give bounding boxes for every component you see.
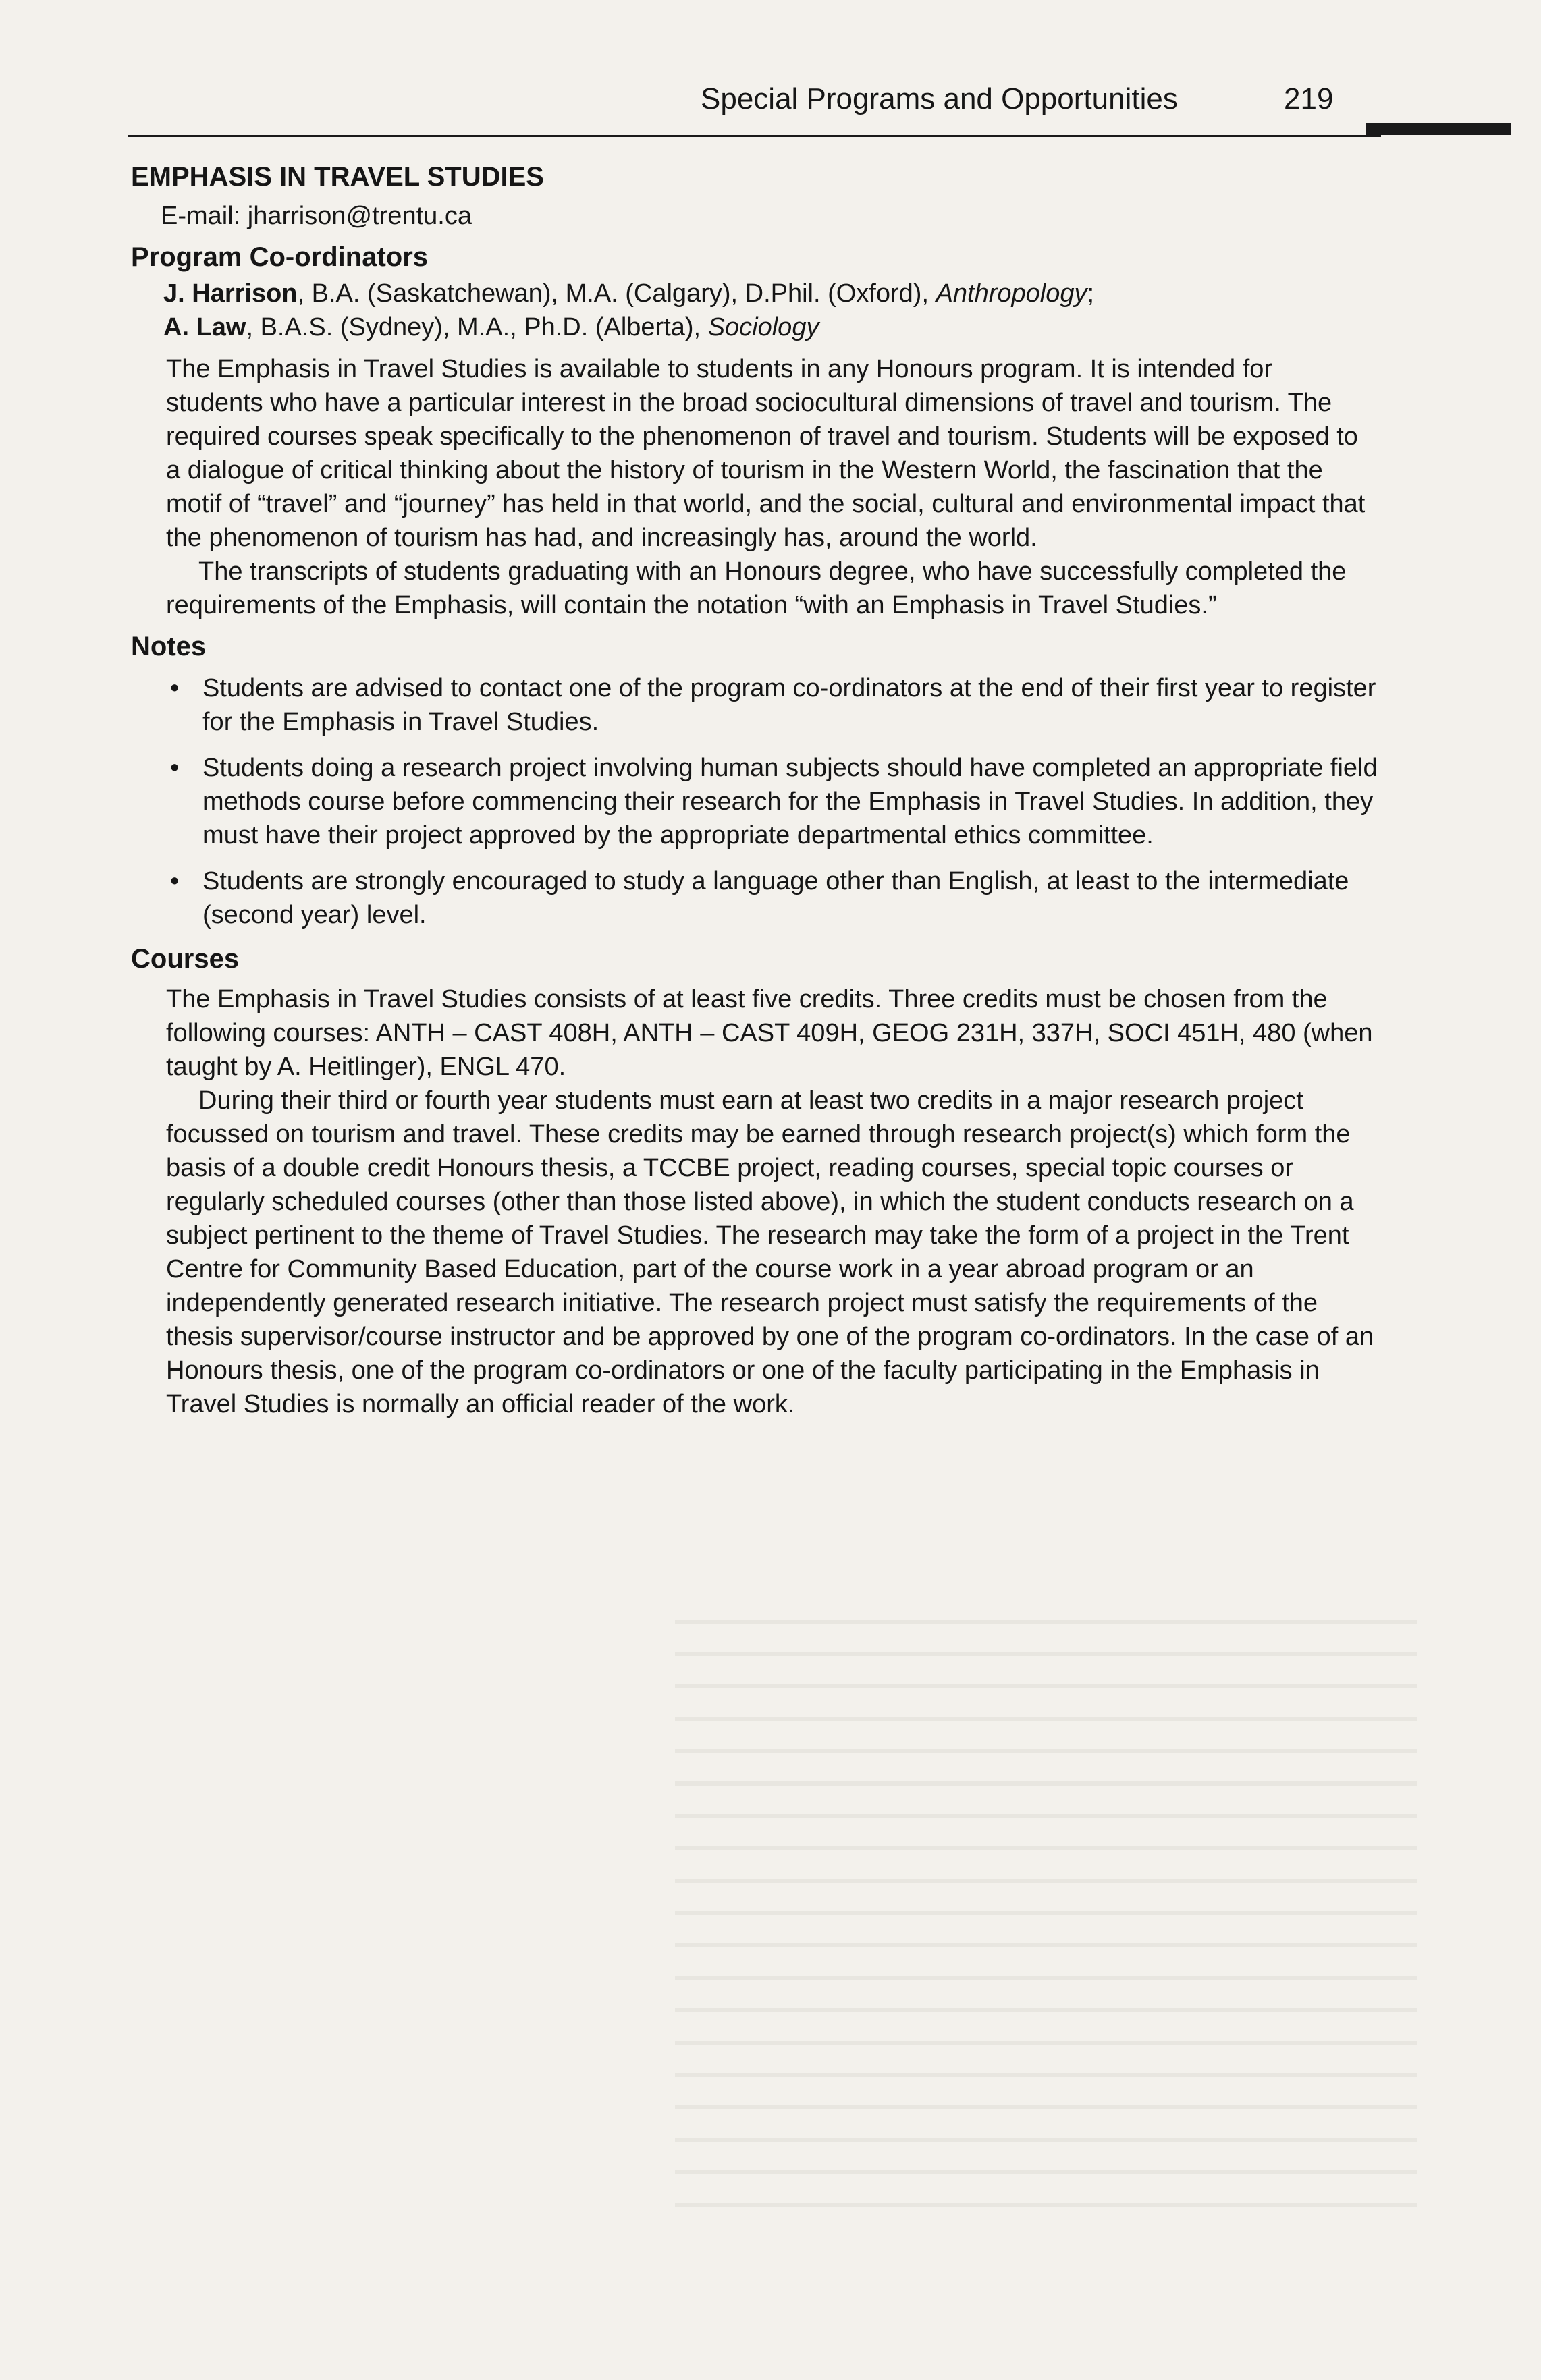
coordinator-field: Sociology [707,313,819,341]
note-item [128,751,1404,852]
page-header [128,76,1381,137]
coordinator-entry [163,310,1384,344]
coordinator-field: Anthropology [936,279,1087,308]
coordinator-end: ; [1087,279,1095,308]
bleed-through-texture [675,1620,1417,2227]
courses-heading: Courses [131,944,240,974]
note-item [128,864,1404,932]
coordinator-degrees: , B.A.S. (Sydney), M.A., Ph.D. (Alberta), [246,313,708,341]
header-tab-bar [1366,123,1511,135]
courses-paragraph: During their third or fourth year students must earn at least two credits in a major research project focussed on tourism and travel. These credits may be earned through research project(s) which form the basis of a double credit Honours thesis, a TCCBE project, reading courses, special topic courses or regularly scheduled courses (other than those listed above), in which the student conducts research on a subject pertinent to the theme of Travel Studies. The research may take the form of a project in the Trent Centre for Community Based Education, part of the course work in a year abroad program or an independently generated research initiative. The research project must satisfy the requirements of the thesis supervisor/course instructor and be approved by one of the program co-ordinators. In the case of an Honours thesis, one of the program co-ordinators or one of the faculty participating in the Emphasis in Travel Studies is normally an official reader of the work. [166,1086,1374,1418]
bullet-icon: • [170,867,180,895]
section-title: EMPHASIS IN TRAVEL STUDIES [131,162,544,192]
note-text: Students are strongly encouraged to study a language other than English, at least to the intermediate (second year) level. [202,867,1349,929]
courses-paragraph: The Emphasis in Travel Studies consists of at least five credits. Three credits must be chosen from the following courses: ANTH – CAST 408H, ANTH – CAST 409H, GEOG 231H, 337H, SOCI 451H, 480 (when taught by A. Heitlinger), ENGL 470. [166,985,1373,1081]
intro-paragraph: The transcripts of students graduating with an Honours degree, who have successfully completed the requirements of the Emphasis, will contain the notation “with an Emphasis in Travel Studies.” [166,557,1347,619]
coordinator-name: J. Harrison [163,279,298,308]
bullet-icon: • [170,754,180,782]
coordinator-entry [163,277,1384,310]
page-number: 219 [1284,82,1334,115]
note-text: Students doing a research project involving human subjects should have completed an appropriate field methods course before commencing their research for the Emphasis in Travel Studies. In addition, they must have their project approved by the appropriate departmental ethics committee. [202,754,1378,850]
notes-heading: Notes [131,632,207,661]
main-content [128,162,1384,1421]
email-line: E-mail: jharrison@trentu.ca [161,202,472,230]
coordinator-degrees: , B.A. (Saskatchewan), M.A. (Calgary), D.Phil. (Oxford), [297,279,936,308]
note-text: Students are advised to contact one of the program co-ordinators at the end of their first year to register for the Emphasis in Travel Studies. [202,674,1376,736]
notes-list [128,671,1384,932]
running-header-title: Special Programs and Opportunities [701,82,1178,115]
note-item [128,671,1404,739]
coordinator-name: A. Law [163,313,246,341]
coordinators-heading: Program Co-ordinators [131,242,429,272]
bullet-icon: • [170,674,180,702]
intro-paragraph: The Emphasis in Travel Studies is available to students in any Honours program. It is intended for students who have a particular interest in the broad sociocultural dimensions of travel and tourism. The required courses speak specifically to the phenomenon of travel and tourism. Students will be exposed to a dialogue of critical thinking about the history of tourism in the Western World, the fascination that the motif of “travel” and “journey” has held in that world, and the social, cultural and environmental impact that the phenomenon of tourism has had, and increasingly has, around the world. [166,355,1366,552]
